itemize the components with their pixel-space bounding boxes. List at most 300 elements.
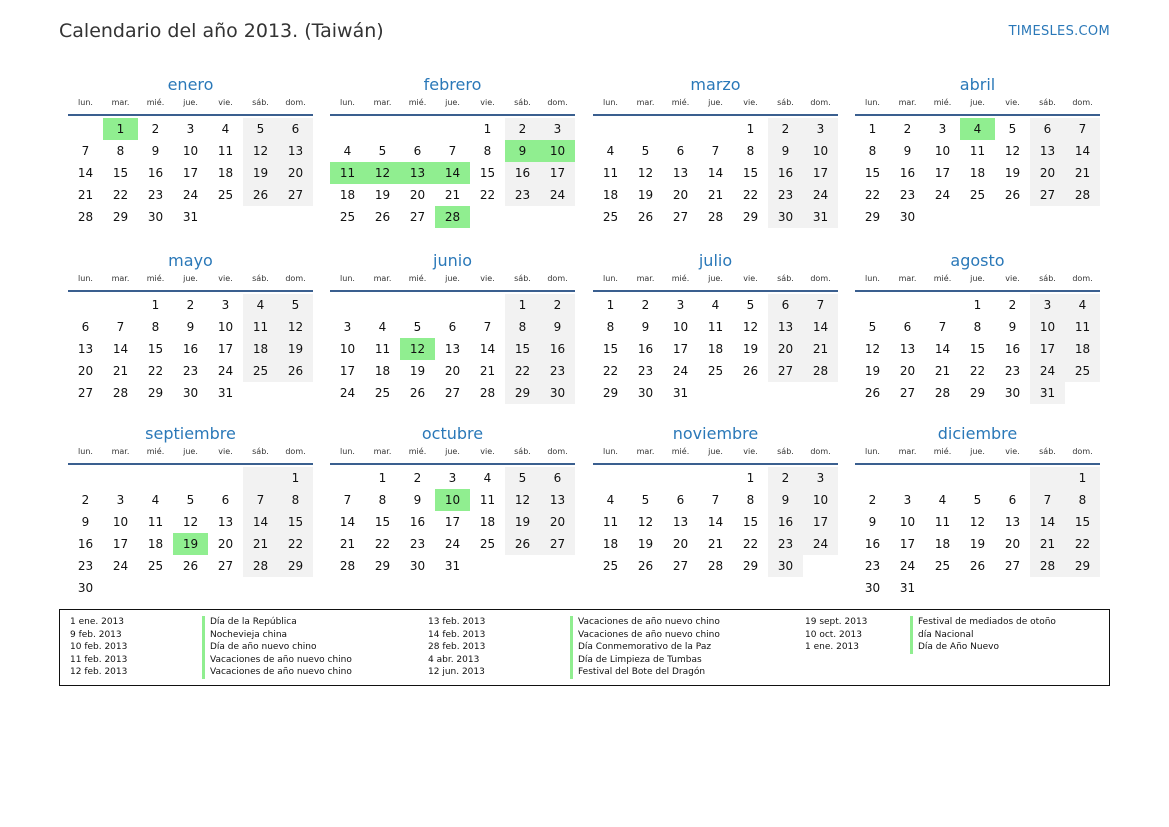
day-cell: 26 xyxy=(243,184,278,206)
day-cell: 14 xyxy=(707,515,724,529)
day-cell: 27 xyxy=(444,386,461,400)
day-cell: 6 xyxy=(448,320,457,334)
day-cell: 18 xyxy=(602,537,619,551)
day-cell: 12 xyxy=(637,515,654,529)
day-cell: 25 xyxy=(602,210,619,224)
day-cell: 2 xyxy=(413,471,422,485)
day-cell: 20 xyxy=(540,511,575,533)
weekday-label: jue. xyxy=(183,447,198,456)
day-cell: 15 xyxy=(479,166,496,180)
day-cell: 14 xyxy=(243,511,278,533)
weekday-label: mar. xyxy=(898,98,917,107)
day-cell: 28 xyxy=(803,360,838,382)
day-cell: 25 xyxy=(1065,360,1100,382)
day-cell: 20 xyxy=(672,188,689,202)
day-cell: 21 xyxy=(444,188,461,202)
day-cell: 6 xyxy=(1008,493,1017,507)
day-cell: 11 xyxy=(479,493,496,507)
day-cell: 30 xyxy=(409,559,426,573)
day-cell: 9 xyxy=(768,489,803,511)
weekday-label: jue. xyxy=(970,98,985,107)
day-cell: 29 xyxy=(147,386,164,400)
day-cell: 10 xyxy=(803,140,838,162)
legend-date: 12 jun. 2013 xyxy=(428,667,485,677)
weekday-label: mié. xyxy=(146,274,165,283)
weekday-label: mar. xyxy=(636,98,655,107)
day-cell: 23 xyxy=(864,559,881,573)
weekday-label: vie. xyxy=(218,274,233,283)
legend-date: 10 oct. 2013 xyxy=(805,629,862,640)
weekday-label: vie. xyxy=(480,274,495,283)
day-cell: 19 xyxy=(637,188,654,202)
day-cell: 20 xyxy=(672,537,689,551)
month-septiembre xyxy=(68,423,313,599)
weekday-label: lun. xyxy=(340,274,355,283)
legend-holiday-name: Festival del Bote del Dragón xyxy=(570,666,720,679)
day-cell: 4 xyxy=(343,144,352,158)
day-cell: 11 xyxy=(969,144,986,158)
day-cell: 26 xyxy=(409,386,426,400)
weekday-label: lun. xyxy=(78,98,93,107)
empty-day-cell xyxy=(470,294,505,316)
day-cell: 30 xyxy=(637,386,654,400)
day-cell: 17 xyxy=(1030,338,1065,360)
empty-day-cell xyxy=(925,294,960,316)
day-cell: 3 xyxy=(1030,294,1065,316)
day-cell: 27 xyxy=(768,360,803,382)
day-cell: 16 xyxy=(409,515,426,529)
weekday-label: lun. xyxy=(603,274,618,283)
day-cell: 15 xyxy=(1065,511,1100,533)
day-cell: 4 xyxy=(378,320,387,334)
day-cell: 30 xyxy=(768,206,803,228)
day-cell: 16 xyxy=(147,166,164,180)
weekday-label: lun. xyxy=(865,98,880,107)
day-cell: 6 xyxy=(676,144,685,158)
day-cell: 15 xyxy=(969,342,986,356)
weekday-label: sáb. xyxy=(514,274,531,283)
day-cell: 17 xyxy=(112,537,129,551)
day-cell: 17 xyxy=(540,162,575,184)
month-name: septiembre xyxy=(145,424,236,443)
day-cell: 12 xyxy=(969,515,986,529)
weekday-label: vie. xyxy=(1005,447,1020,456)
day-cell: 21 xyxy=(803,338,838,360)
day-cell: 18 xyxy=(339,188,356,202)
empty-day-cell xyxy=(628,467,663,489)
day-cell: 10 xyxy=(672,320,689,334)
month-name: noviembre xyxy=(672,424,759,443)
day-cell: 25 xyxy=(243,360,278,382)
weekday-label: mié. xyxy=(671,98,690,107)
day-cell: 11 xyxy=(217,144,234,158)
legend-holiday-name: Vacaciones de año nuevo chino xyxy=(570,629,720,642)
day-cell: 7 xyxy=(803,294,838,316)
day-cell: 10 xyxy=(112,515,129,529)
day-cell: 24 xyxy=(934,188,951,202)
day-cell: 14 xyxy=(803,316,838,338)
weekday-label: mié. xyxy=(408,274,427,283)
day-cell: 21 xyxy=(707,537,724,551)
day-cell: 18 xyxy=(479,515,496,529)
day-cell: 3 xyxy=(540,118,575,140)
day-cell: 23 xyxy=(899,188,916,202)
day-cell: 5 xyxy=(1008,122,1017,136)
day-cell: 17 xyxy=(672,342,689,356)
weekday-label: lun. xyxy=(865,447,880,456)
day-cell: 17 xyxy=(339,364,356,378)
day-cell: 21 xyxy=(243,533,278,555)
day-cell: 9 xyxy=(540,316,575,338)
day-cell: 27 xyxy=(899,386,916,400)
day-cell: 24 xyxy=(672,364,689,378)
day-cell: 29 xyxy=(969,386,986,400)
day-cell: 31 xyxy=(803,206,838,228)
day-cell: 24 xyxy=(803,533,838,555)
day-cell: 20 xyxy=(444,364,461,378)
day-cell: 23 xyxy=(1004,364,1021,378)
day-cell: 14 xyxy=(934,342,951,356)
empty-day-cell xyxy=(995,467,1030,489)
weekday-label: mar. xyxy=(111,98,130,107)
day-cell: 15 xyxy=(278,511,313,533)
holiday-day-cell: 14 xyxy=(435,162,470,184)
day-cell: 3 xyxy=(903,493,912,507)
day-cell: 12 xyxy=(243,140,278,162)
weekday-label: dom. xyxy=(547,98,568,107)
day-cell: 3 xyxy=(676,298,685,312)
day-cell: 1 xyxy=(151,298,160,312)
empty-day-cell xyxy=(698,467,733,489)
day-cell: 8 xyxy=(483,144,492,158)
weekday-label: dom. xyxy=(285,274,306,283)
day-cell: 1 xyxy=(483,122,492,136)
holiday-day-cell: 28 xyxy=(435,206,470,228)
day-cell: 5 xyxy=(641,144,650,158)
weekday-label: jue. xyxy=(183,274,198,283)
day-cell: 31 xyxy=(444,559,461,573)
day-cell: 14 xyxy=(1030,511,1065,533)
day-cell: 15 xyxy=(602,342,619,356)
day-cell: 24 xyxy=(444,537,461,551)
legend-name-column xyxy=(910,616,1056,654)
weekday-label: mar. xyxy=(111,274,130,283)
day-cell: 21 xyxy=(1030,533,1065,555)
day-cell: 8 xyxy=(378,493,387,507)
day-cell: 14 xyxy=(1065,140,1100,162)
day-cell: 12 xyxy=(1004,144,1021,158)
legend-date: 13 feb. 2013 xyxy=(428,617,486,627)
day-grid xyxy=(330,294,575,404)
day-cell: 9 xyxy=(903,144,912,158)
day-grid xyxy=(855,294,1100,404)
day-cell: 4 xyxy=(243,294,278,316)
weekday-label: sáb. xyxy=(1039,447,1056,456)
legend-holiday-name: Festival de mediados de otoño xyxy=(910,616,1056,629)
day-cell: 19 xyxy=(505,511,540,533)
day-cell: 13 xyxy=(672,166,689,180)
day-cell: 24 xyxy=(540,184,575,206)
day-cell: 27 xyxy=(77,386,94,400)
day-cell: 22 xyxy=(147,364,164,378)
day-cell: 24 xyxy=(803,184,838,206)
weekday-header xyxy=(330,272,575,292)
brand-link[interactable]: TIMESLES.COM xyxy=(1008,24,1110,39)
day-cell: 28 xyxy=(77,210,94,224)
day-cell: 26 xyxy=(969,559,986,573)
day-cell: 23 xyxy=(77,559,94,573)
empty-day-cell xyxy=(593,467,628,489)
day-cell: 16 xyxy=(540,338,575,360)
day-cell: 19 xyxy=(969,537,986,551)
day-cell: 23 xyxy=(182,364,199,378)
day-cell: 4 xyxy=(938,493,947,507)
day-cell: 30 xyxy=(899,210,916,224)
weekday-label: mié. xyxy=(671,274,690,283)
day-grid xyxy=(68,118,313,228)
empty-day-cell xyxy=(1030,467,1065,489)
weekday-label: mar. xyxy=(636,447,655,456)
day-cell: 26 xyxy=(374,210,391,224)
day-cell: 5 xyxy=(378,144,387,158)
day-cell: 19 xyxy=(409,364,426,378)
day-cell: 2 xyxy=(641,298,650,312)
empty-day-cell xyxy=(103,294,138,316)
day-cell: 2 xyxy=(1008,298,1017,312)
holiday-day-cell: 19 xyxy=(173,533,208,555)
day-cell: 22 xyxy=(742,188,759,202)
empty-day-cell xyxy=(890,294,925,316)
weekday-label: dom. xyxy=(1072,447,1093,456)
day-cell: 21 xyxy=(934,364,951,378)
day-cell: 28 xyxy=(112,386,129,400)
day-cell: 21 xyxy=(112,364,129,378)
weekday-label: dom. xyxy=(1072,98,1093,107)
day-cell: 16 xyxy=(505,162,540,184)
day-cell: 2 xyxy=(151,122,160,136)
holiday-day-cell: 13 xyxy=(400,162,435,184)
month-febrero xyxy=(330,74,575,228)
day-cell: 17 xyxy=(803,511,838,533)
empty-day-cell xyxy=(330,467,365,489)
day-cell: 17 xyxy=(803,162,838,184)
day-cell: 5 xyxy=(746,298,755,312)
day-cell: 13 xyxy=(672,515,689,529)
holiday-day-cell: 9 xyxy=(505,140,540,162)
day-cell: 10 xyxy=(339,342,356,356)
empty-day-cell xyxy=(663,467,698,489)
day-cell: 10 xyxy=(182,144,199,158)
weekday-label: sáb. xyxy=(777,98,794,107)
day-cell: 15 xyxy=(742,515,759,529)
weekday-header xyxy=(593,445,838,465)
weekday-header xyxy=(330,445,575,465)
weekday-header xyxy=(855,96,1100,116)
holiday-day-cell: 12 xyxy=(400,338,435,360)
day-cell: 16 xyxy=(768,511,803,533)
weekday-label: sáb. xyxy=(777,274,794,283)
day-cell: 18 xyxy=(707,342,724,356)
day-cell: 27 xyxy=(672,559,689,573)
day-cell: 31 xyxy=(899,581,916,595)
empty-day-cell xyxy=(855,467,890,489)
day-cell: 29 xyxy=(602,386,619,400)
day-cell: 26 xyxy=(505,533,540,555)
empty-day-cell xyxy=(173,467,208,489)
day-cell: 22 xyxy=(602,364,619,378)
day-cell: 2 xyxy=(186,298,195,312)
day-cell: 22 xyxy=(278,533,313,555)
day-cell: 5 xyxy=(243,118,278,140)
legend-holiday-name: Día de la República xyxy=(202,616,352,629)
holiday-day-cell: 11 xyxy=(330,162,365,184)
legend-holiday-name: Día de año nuevo chino xyxy=(202,641,352,654)
weekday-label: lun. xyxy=(340,447,355,456)
day-cell: 26 xyxy=(637,559,654,573)
legend-date: 14 feb. 2013 xyxy=(428,629,486,640)
day-cell: 2 xyxy=(505,118,540,140)
month-agosto xyxy=(855,250,1100,404)
day-cell: 5 xyxy=(505,467,540,489)
weekday-label: vie. xyxy=(218,447,233,456)
month-junio xyxy=(330,250,575,404)
day-cell: 8 xyxy=(606,320,615,334)
weekday-label: jue. xyxy=(183,98,198,107)
weekday-label: dom. xyxy=(285,447,306,456)
day-cell: 23 xyxy=(768,184,803,206)
day-cell: 16 xyxy=(182,342,199,356)
day-cell: 23 xyxy=(409,537,426,551)
day-cell: 6 xyxy=(221,493,230,507)
day-cell: 1 xyxy=(746,122,755,136)
day-cell: 31 xyxy=(217,386,234,400)
weekday-header xyxy=(68,445,313,465)
weekday-header xyxy=(593,96,838,116)
day-grid xyxy=(593,467,838,577)
day-cell: 19 xyxy=(637,537,654,551)
day-cell: 24 xyxy=(112,559,129,573)
weekday-label: lun. xyxy=(603,447,618,456)
day-grid xyxy=(593,118,838,228)
day-cell: 23 xyxy=(147,188,164,202)
day-cell: 23 xyxy=(505,184,540,206)
day-cell: 19 xyxy=(243,162,278,184)
day-cell: 14 xyxy=(707,166,724,180)
day-cell: 31 xyxy=(1030,382,1065,404)
day-cell: 2 xyxy=(540,294,575,316)
month-diciembre xyxy=(855,423,1100,599)
day-cell: 2 xyxy=(868,493,877,507)
day-cell: 5 xyxy=(973,493,982,507)
day-cell: 28 xyxy=(339,559,356,573)
day-cell: 25 xyxy=(374,386,391,400)
month-enero xyxy=(68,74,313,228)
empty-day-cell xyxy=(365,118,400,140)
weekday-label: sáb. xyxy=(777,447,794,456)
day-cell: 22 xyxy=(742,537,759,551)
day-cell: 11 xyxy=(934,515,951,529)
empty-day-cell xyxy=(400,118,435,140)
day-cell: 9 xyxy=(641,320,650,334)
day-cell: 26 xyxy=(742,364,759,378)
day-cell: 25 xyxy=(339,210,356,224)
day-cell: 16 xyxy=(768,162,803,184)
weekday-label: dom. xyxy=(547,274,568,283)
day-cell: 13 xyxy=(1004,515,1021,529)
day-cell: 3 xyxy=(221,298,230,312)
day-cell: 20 xyxy=(1030,162,1065,184)
weekday-header xyxy=(855,445,1100,465)
day-cell: 3 xyxy=(803,118,838,140)
day-cell: 8 xyxy=(746,144,755,158)
day-cell: 12 xyxy=(278,316,313,338)
day-cell: 7 xyxy=(1030,489,1065,511)
holiday-day-cell: 10 xyxy=(435,489,470,511)
day-cell: 28 xyxy=(707,559,724,573)
day-cell: 8 xyxy=(746,493,755,507)
weekday-label: jue. xyxy=(708,447,723,456)
day-cell: 28 xyxy=(1030,555,1065,577)
day-cell: 4 xyxy=(151,493,160,507)
month-name: junio xyxy=(433,251,472,270)
day-cell: 25 xyxy=(707,364,724,378)
day-cell: 22 xyxy=(374,537,391,551)
month-name: octubre xyxy=(421,424,484,443)
legend-holiday-name: Vacaciones de año nuevo chino xyxy=(570,616,720,629)
weekday-label: mar. xyxy=(373,447,392,456)
day-cell: 7 xyxy=(711,493,720,507)
weekday-label: lun. xyxy=(340,98,355,107)
empty-day-cell xyxy=(855,294,890,316)
weekday-label: sáb. xyxy=(514,98,531,107)
empty-day-cell xyxy=(925,467,960,489)
weekday-label: dom. xyxy=(547,447,568,456)
day-cell: 6 xyxy=(413,144,422,158)
day-cell: 15 xyxy=(147,342,164,356)
day-cell: 8 xyxy=(116,144,125,158)
empty-day-cell xyxy=(663,118,698,140)
weekday-label: sáb. xyxy=(252,447,269,456)
empty-day-cell xyxy=(138,467,173,489)
month-name: enero xyxy=(167,75,214,94)
day-cell: 8 xyxy=(868,144,877,158)
day-cell: 28 xyxy=(243,555,278,577)
weekday-label: mar. xyxy=(111,447,130,456)
day-grid xyxy=(593,294,838,404)
empty-day-cell xyxy=(208,467,243,489)
day-cell: 20 xyxy=(77,364,94,378)
day-cell: 26 xyxy=(637,210,654,224)
day-cell: 27 xyxy=(672,210,689,224)
day-cell: 19 xyxy=(742,342,759,356)
weekday-label: vie. xyxy=(480,447,495,456)
weekday-header xyxy=(593,272,838,292)
day-cell: 12 xyxy=(637,166,654,180)
day-cell: 19 xyxy=(1004,166,1021,180)
day-cell: 22 xyxy=(864,188,881,202)
weekday-label: jue. xyxy=(970,447,985,456)
weekday-header xyxy=(68,272,313,292)
empty-day-cell xyxy=(400,294,435,316)
day-cell: 8 xyxy=(278,489,313,511)
day-cell: 16 xyxy=(637,342,654,356)
empty-day-cell xyxy=(435,118,470,140)
weekday-label: dom. xyxy=(810,98,831,107)
day-cell: 6 xyxy=(278,118,313,140)
day-cell: 10 xyxy=(217,320,234,334)
day-cell: 13 xyxy=(1030,140,1065,162)
day-cell: 12 xyxy=(742,320,759,334)
